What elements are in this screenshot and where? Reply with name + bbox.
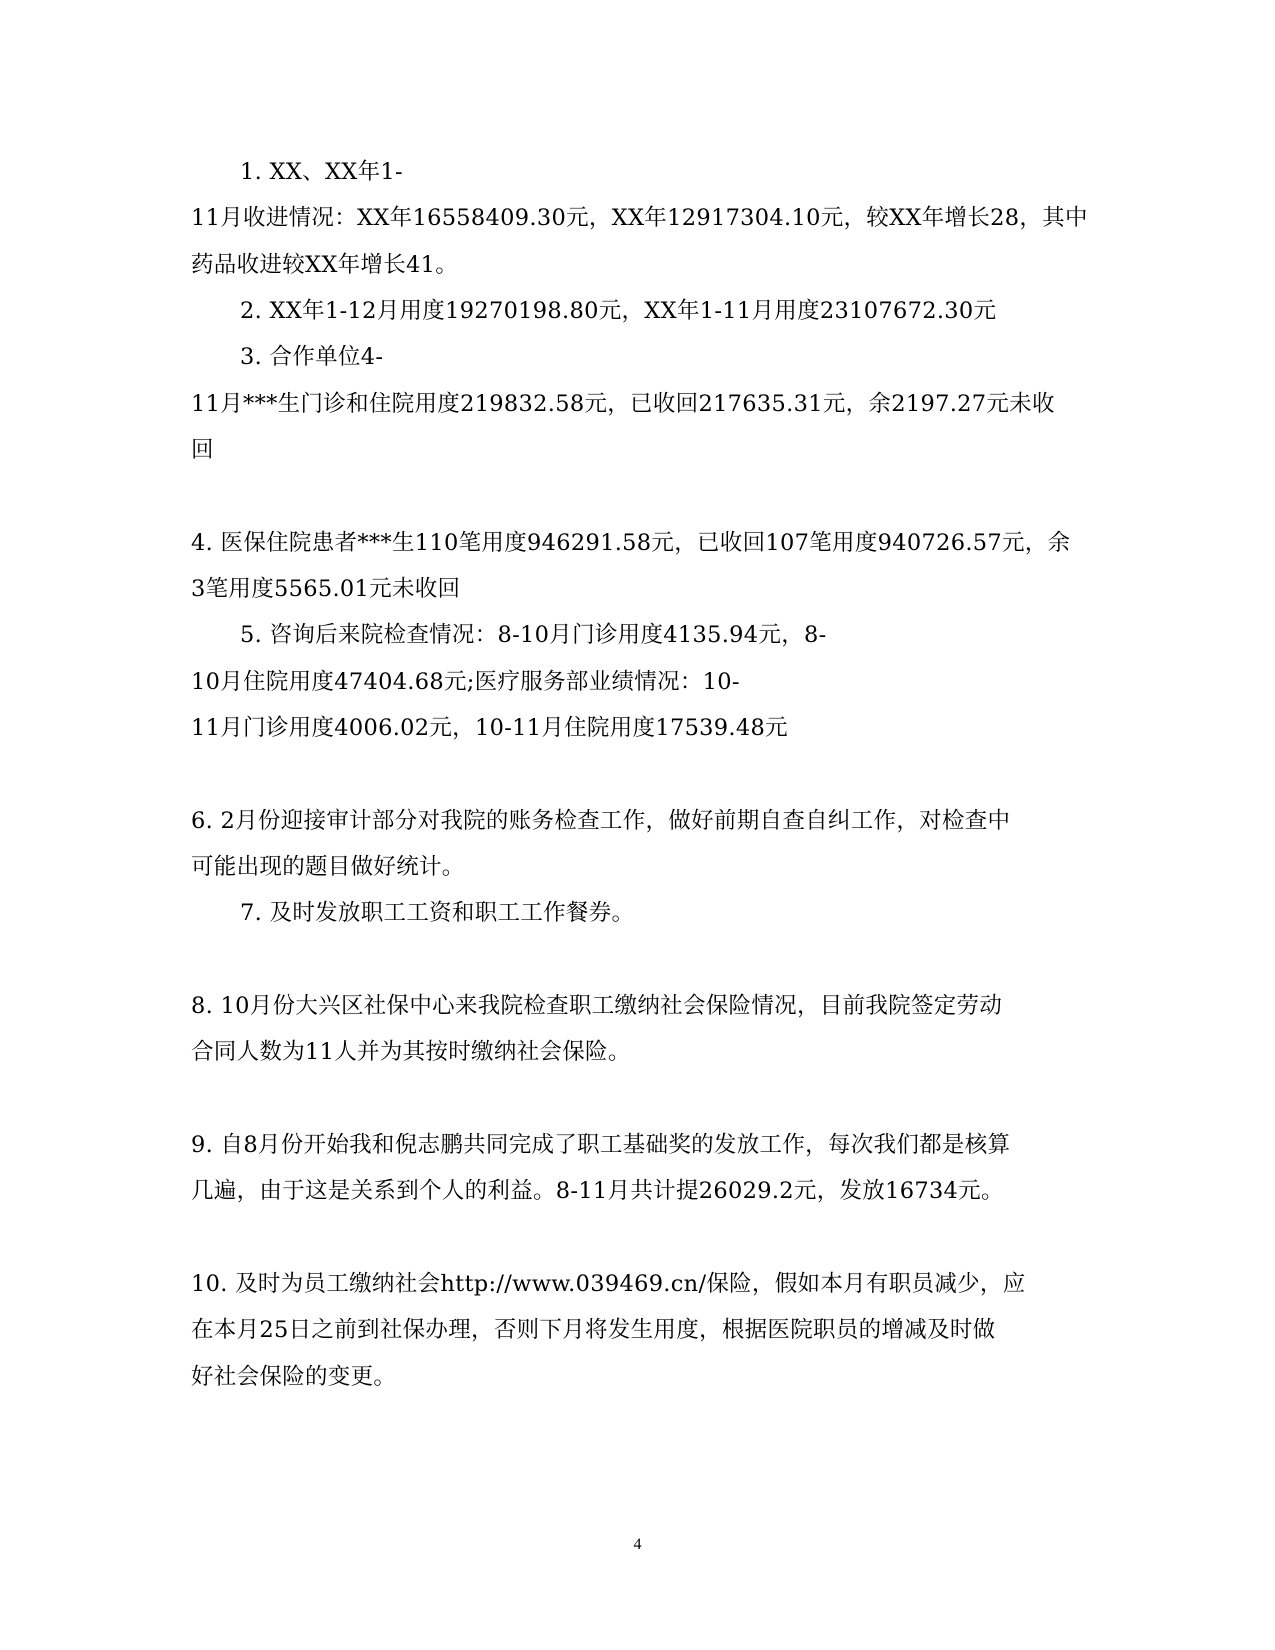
text-line: 几遍，由于这是关系到个人的利益。8-11月共计提26029.2元，发放16734元。	[191, 1178, 1004, 1204]
text-line: 合同人数为11人并为其按时缴纳社会保险。	[191, 1039, 631, 1065]
text-line: 10月住院用度47404.68元;医疗服务部业绩情况：10-	[191, 669, 740, 695]
text-line: 11月门诊用度4006.02元，10-11月住院用度17539.48元	[191, 715, 788, 741]
text-line: 2. XX年1-12月用度19270198.80元，XX年1-11月用度23107672.30元	[240, 298, 997, 324]
text-line: 5. 咨询后来院检查情况：8-10月门诊用度4135.94元，8-	[240, 622, 827, 648]
text-line: 药品收进较XX年增长41。	[191, 252, 459, 278]
text-line: 3. 合作单位4-	[240, 344, 384, 370]
text-line: 回	[191, 437, 214, 463]
text-line: 9. 自8月份开始我和倪志鹏共同完成了职工基础奖的发放工作，每次我们都是核算	[191, 1132, 1011, 1158]
text-line: 6. 2月份迎接审计部分对我院的账务检查工作，做好前期自查自纠工作，对检查中	[191, 808, 1011, 834]
text-line: 好社会保险的变更。	[191, 1364, 397, 1390]
text-line: 10. 及时为员工缴纳社会http://www.039469.cn/保险，假如本月有职员减少，应	[191, 1271, 1026, 1297]
text-line: 可能出现的题目做好统计。	[191, 854, 465, 880]
text-line: 在本月25日之前到社保办理，否则下月将发生用度，根据医院职员的增减及时做	[191, 1317, 996, 1343]
text-line: 3笔用度5565.01元未收回	[191, 576, 461, 602]
text-line: 7. 及时发放职工工资和职工工作餐券。	[240, 900, 635, 926]
text-line: 1. XX、XX年1-	[240, 159, 403, 185]
text-line: 8. 10月份大兴区社保中心来我院检查职工缴纳社会保险情况，目前我院签定劳动	[191, 993, 1003, 1019]
page-number: 4	[633, 1536, 642, 1553]
text-line: 11月***生门诊和住院用度219832.58元，已收回217635.31元，余2197.27元未收	[191, 391, 1055, 417]
text-line: 4. 医保住院患者***生110笔用度946291.58元，已收回107笔用度940726.57元，余	[191, 530, 1071, 556]
text-line: 11月收进情况：XX年16558409.30元，XX年12917304.10元，较XX年增长28，其中	[191, 205, 1088, 231]
